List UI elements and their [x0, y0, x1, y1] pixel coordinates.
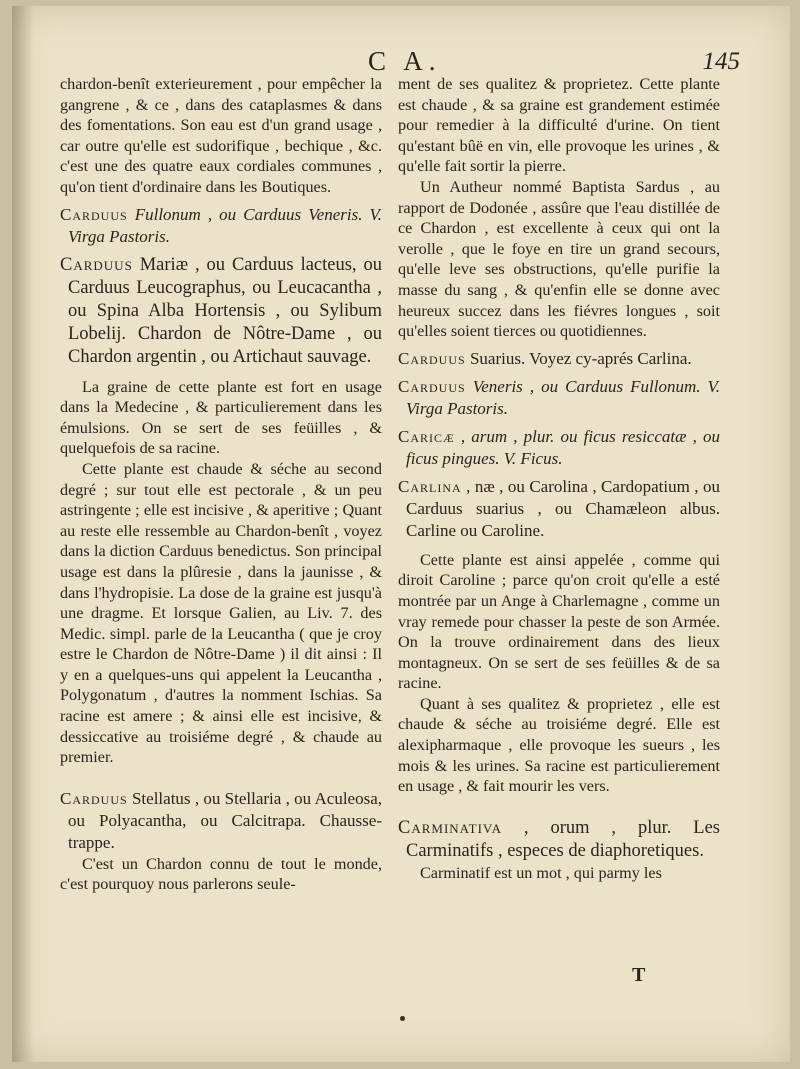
- entry-headword: Carlina: [398, 476, 462, 496]
- dictionary-entry: [60, 254, 382, 369]
- entry-text: Stellatus , ou Stellaria , ou Aculeosa, ou Polyacantha, ou Calcitrapa. Chausse-trappe.: [68, 788, 382, 852]
- dictionary-entry: [60, 204, 382, 248]
- dictionary-entry: [398, 476, 720, 542]
- entry-text: Veneris , ou Carduus Fullonum. V. Virga Pastoris.: [406, 376, 720, 418]
- paragraph: Cette plante est chaude & séche au second degré ; sur tout elle est pectorale , & un peu astringente ; elle est incisive , & aperitive ; Quant au reste elle ressemble au Chardon-benît , voyez dans la diction Carduus benedictus. Son principal usage est dans la plûresie , dans la jaunisse , & dans l'hydropisie. La dose de la graine est jusqu'à une dragme. Et lorsque Galien, au Liv. 7. des Medic. simpl. parle de la Leucantha ( que je croy estre le Chardon de Nôtre-Dame ) il dit ainsi : Il y en a quelques-uns qui appelent la Leucantha , Polygonatum , d'autres la nomment Ischias. Sa racine est amere ; & ainsi elle est incisive, & dessiccative au troisiéme degré , & chaude au premier.: [60, 459, 382, 767]
- entry-text: Fullonum , ou Carduus Veneris. V. Virga Pastoris.: [68, 204, 382, 246]
- paragraph: Cette plante est ainsi appelée , comme qui diroit Caroline ; parce qu'on croit qu'elle a esté montrée par un Ange à Charlemagne , comme un vray remede pour chasser la peste de son Armée. On la trouve ordinairement dans des lieux montagneux. On se sert de ses feüilles & de sa racine.: [398, 550, 720, 693]
- entry-headword: Carminativa: [398, 817, 502, 838]
- entry-headword: Carduus: [60, 254, 133, 275]
- ink-dot: [400, 1016, 405, 1021]
- dictionary-entry: [60, 788, 382, 854]
- running-head-letters: C A.: [368, 46, 442, 76]
- entry-text: , næ , ou Carolina , Cardopatium , ou Carduus suarius , ou Chamæleon albus. Carline ou Caroline.: [406, 476, 720, 540]
- paragraph: La graine de cette plante est fort en usage dans la Medecine , & particulierement dans les émulsions. On se sert de ses feüilles , & quelquefois de sa racine.: [60, 377, 382, 458]
- entry-text: , orum , plur. Les Carminatifs , especes de diaphoretiques.: [406, 817, 720, 861]
- entry-headword: Carduus: [398, 348, 466, 368]
- paragraph: Carminatif est un mot , qui parmy les: [420, 863, 662, 882]
- entry-text: , arum , plur. ou ficus resiccatæ , ou ficus pingues. V. Ficus.: [406, 426, 720, 468]
- entry-text: Suarius. Voyez cy-aprés Carlina.: [465, 348, 692, 368]
- dictionary-entry: [398, 348, 720, 370]
- dictionary-entry: [398, 376, 720, 420]
- entry-headword: Carduus: [60, 204, 128, 224]
- entry-headword: Carduus: [60, 788, 128, 808]
- left-column: [60, 74, 382, 895]
- entry-text: Mariæ , ou Carduus lacteus, ou Carduus Leucographus, ou Leucacantha , ou Spina Alba Hortensis , ou Sylibum Lobelij. Chardon de Nôtre-Dame , ou Chardon argentin , ou Artichaut sauvage.: [68, 254, 382, 367]
- right-column: [398, 74, 720, 883]
- page-number: 145: [702, 48, 740, 75]
- paragraph: chardon-benît exterieurement , pour empêcher la gangrene , & ce , dans des cataplasmes & dans des fomentations. Son eau est d'un grand usage , car outre qu'elle est sudorifique , bechique , &c. c'est une des quatre eaux cordiales communes , qu'on tient d'ordinaire dans les Boutiques.: [60, 75, 382, 196]
- signature-mark: T: [632, 964, 646, 986]
- entry-headword: Caricæ: [398, 426, 455, 446]
- book-page: [12, 6, 790, 1062]
- page-gutter-shadow: [12, 6, 34, 1062]
- entry-headword: Carduus: [398, 376, 466, 396]
- dictionary-entry: [398, 817, 720, 863]
- paragraph: ment de ses qualitez & proprietez. Cette plante est chaude , & sa graine est grandement estimée pour remedier à la difficulté d'urine. On tient qu'estant bûë en vin, elle provoque les urines , & qu'elle fait sortir la pierre.: [398, 75, 720, 176]
- paragraph: Quant à ses qualitez & proprietez , elle est chaude & séche au troisiéme degré. Elle est alexipharmaque , elle provoque les sueurs , les mois & les urines. Sa racine est particulierement en usage , & fait mourir les vers.: [398, 694, 720, 796]
- paragraph: Un Autheur nommé Baptista Sardus , au rapport de Dodonée , assûre que l'eau distillée de ce Chardon , est excellente à ceux qui ont la verolle , que le foye en tire un grand secours, qu'elle leve ses obstructions, qu'elle purifie la masse du sang , & qu'enfin elle se donne avec heureux succez dans les fiévres longues , soit qu'elles soient tierces ou quotidiennes.: [398, 177, 720, 341]
- running-head: [12, 46, 790, 76]
- dictionary-entry: [398, 426, 720, 470]
- paragraph: C'est un Chardon connu de tout le monde, c'est pourquoy nous parlerons seule-: [60, 854, 382, 894]
